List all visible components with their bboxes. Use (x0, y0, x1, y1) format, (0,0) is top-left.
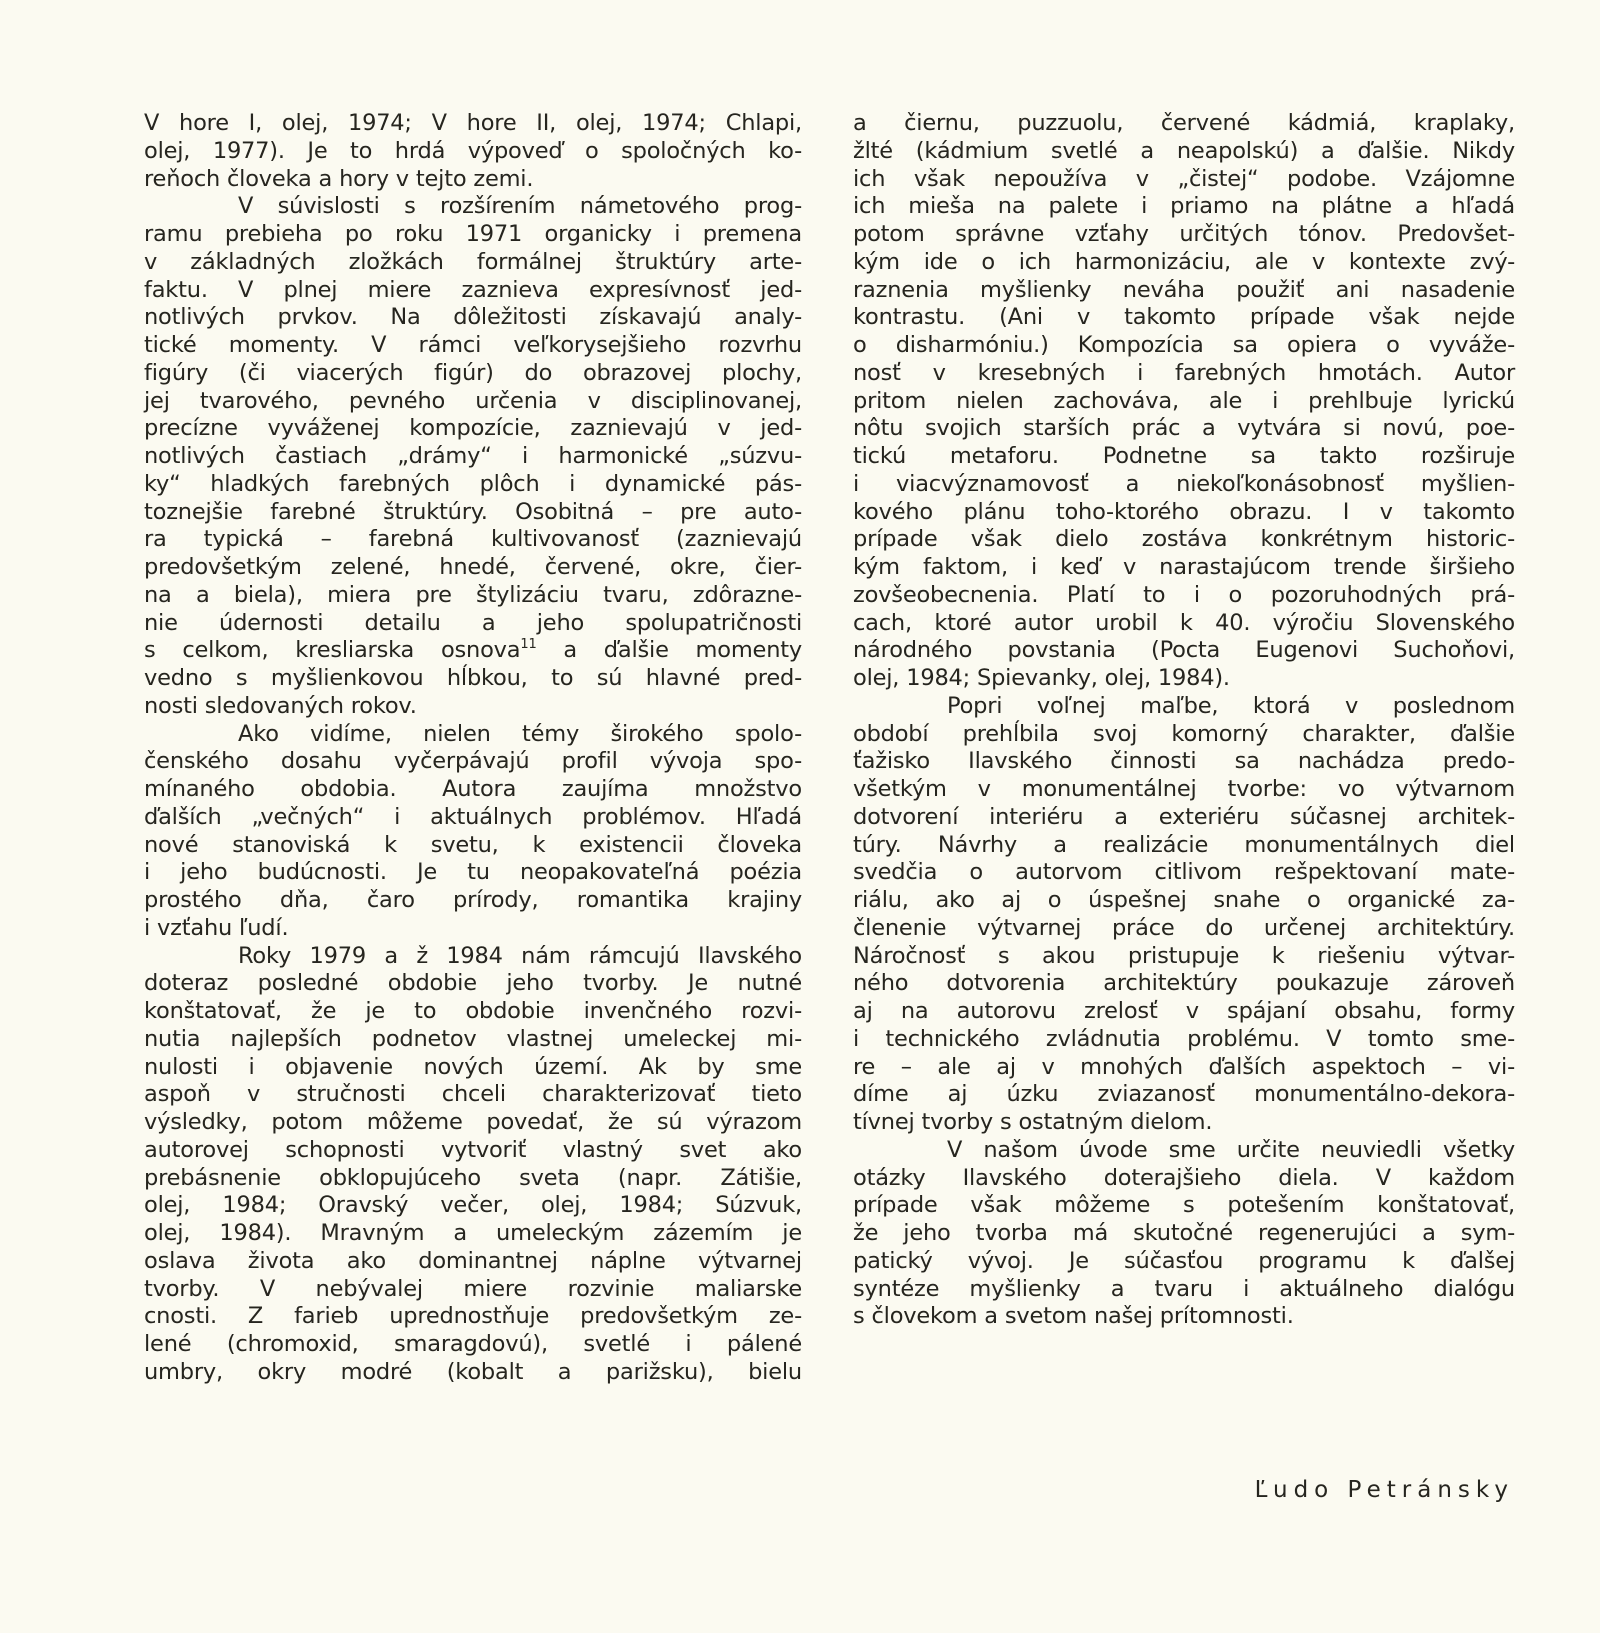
line-text: ďalších „večných“ i aktuálnych problémov. Hľadá (144, 803, 802, 830)
text-line (144, 526, 802, 554)
text-line (853, 526, 1515, 554)
line-text: tvorby. V nebývalej miere rozvinie maliarske (144, 1275, 802, 1302)
line-text: umbry, okry modré (kobalt a parižsku), bielu (144, 1358, 802, 1385)
line-text: nosti sledovaných rokov. (144, 692, 417, 719)
line-text: kým faktom, i keď v narastajúcom trende širšieho (853, 554, 1515, 580)
line-text: cnosti. Z farieb uprednostňuje predovšetkým ze- (144, 1303, 802, 1330)
text-line (853, 360, 1515, 388)
text-line (853, 582, 1515, 610)
line-text: olej, 1984). Mravným a umeleckým zázemím je (144, 1220, 802, 1246)
line-text: čenského dosahu vyčerpávajú profil vývoja spo- (144, 748, 802, 775)
line-text: všetkým v monumentálnej tvorbe: vo výtvarnom (853, 776, 1515, 802)
line-text: nové stanoviská k svetu, k existencii človeka (144, 831, 802, 858)
text-line (144, 166, 802, 194)
line-text: olej, 1984; Spievanky, olej, 1984). (853, 665, 1230, 691)
text-line (853, 1054, 1515, 1082)
line-text: predovšetkým zelené, hnedé, červené, okre, čier- (144, 554, 802, 580)
text-line (144, 804, 802, 832)
line-text: národného povstania (Pocta Eugenovi Suchoňovi, (853, 637, 1515, 664)
line-text: autorovej schopnosti vytvoriť vlastný svet ako (144, 1136, 802, 1163)
text-line (144, 304, 802, 332)
line-text: syntéze myšlienky a tvaru i aktuálneho dialógu (853, 1275, 1515, 1302)
line-text: jej tvarového, pevného určenia v disciplinovanej, (144, 387, 802, 414)
line-text: tické momenty. V rámci veľkorysejšieho rozvrhu (144, 332, 802, 358)
line-text: mínaného obdobia. Autora zaujíma množstvo (144, 776, 802, 802)
line-text: otázky Ilavského doterajšieho diela. V každom (853, 1164, 1515, 1191)
text-line (144, 748, 802, 776)
line-text: ra typická – farebná kultivovanosť (zaznievajú (144, 526, 802, 553)
line-text: prebásnenie obklopujúceho sveta (napr. Zátišie, (144, 1164, 802, 1191)
line-text: V hore I, olej, 1974; V hore II, olej, 1974; Chlapi, (144, 110, 802, 136)
text-line (144, 859, 802, 887)
line-text: kontrastu. (Ani v takomto prípade však nejde (853, 304, 1515, 331)
line-text: nie údernosti detailu a jeho spolupatričnosti (144, 609, 802, 636)
line-text: ťažisko Ilavského činnosti sa nachádza predo- (853, 748, 1515, 775)
text-line (144, 1276, 802, 1304)
text-line (853, 499, 1515, 527)
text-line (144, 1137, 802, 1165)
line-text: zovšeobecnenia. Platí to i o pozoruhodných prá- (853, 581, 1515, 608)
author-signature: Ľudo Petránsky (1254, 1477, 1514, 1503)
line-text: ného dotvorenia architektúry poukazuje zároveň (853, 970, 1515, 997)
text-line (853, 138, 1515, 166)
line-text: s človekom a svetom našej prítomnosti. (853, 1303, 1294, 1330)
text-line (144, 637, 802, 665)
line-text: s celkom, kresliarska osnova (144, 637, 521, 664)
line-text: a čiernu, puzzuolu, červené kádmiá, kraplaky, (853, 110, 1515, 136)
text-line (144, 277, 802, 305)
text-line (144, 1359, 802, 1387)
line-text: figúry (či viacerých figúr) do obrazovej plochy, (144, 359, 802, 386)
text-line (853, 304, 1515, 332)
text-line (144, 665, 802, 693)
line-text: o disharmóniu.) Kompozícia sa opiera o vyváže- (853, 332, 1515, 358)
line-text: riálu, ako aj o úspešnej snahe o organické za- (853, 887, 1515, 913)
text-line (853, 110, 1515, 138)
text-line (853, 970, 1515, 998)
line-text: i vzťahu ľudí. (144, 914, 289, 941)
line-text: ich však nepoužíva v „čistej“ podobe. Vzájomne (853, 165, 1515, 192)
line-text: notlivých častiach „drámy“ i harmonické „súzvu- (144, 443, 802, 469)
text-line (853, 443, 1515, 471)
line-text: prostého dňa, čaro prírody, romantika krajiny (144, 887, 802, 913)
line-text: Náročnosť s akou pristupuje k riešeniu výtvar- (853, 942, 1515, 969)
line-text: tívnej tvorby s ostatným dielom. (853, 1109, 1213, 1135)
text-line (853, 249, 1515, 277)
line-text: toznejšie farebné štruktúry. Osobitná – pre auto- (144, 498, 802, 525)
line-text: nosť v kresebných i farebných hmotách. Autor (853, 359, 1515, 386)
line-text: díme aj úzku zviazanosť monumentálno-dekora- (853, 1081, 1515, 1108)
text-line (853, 776, 1515, 804)
line-text: vedno s myšlienkovou hĺbkou, to sú hlavné pred- (144, 665, 802, 691)
text-line (853, 665, 1515, 693)
text-line (144, 1026, 802, 1054)
line-text: pritom nielen zachováva, ale i prehlbuje lyrickú (853, 387, 1515, 414)
line-text: žlté (kádmium svetlé a neapolskú) a ďalšie. Nikdy (853, 137, 1515, 164)
text-line (144, 249, 802, 277)
line-text: faktu. V plnej miere zaznieva expresívnosť jed- (144, 276, 802, 303)
line-text: Ako vidíme, nielen témy širokého spolo- (238, 720, 802, 747)
footnote-marker: 11 (520, 637, 537, 653)
text-line (144, 1109, 802, 1137)
text-line (144, 471, 802, 499)
line-text: olej, 1977). Je to hrdá výpoveď o spoločných ko- (144, 137, 802, 164)
line-text: i jeho budúcnosti. Je tu neopakovateľná poézia (144, 859, 802, 886)
text-line (144, 1165, 802, 1193)
text-line (853, 915, 1515, 943)
line-text: lené (chromoxid, smaragdovú), svetlé i pálené (144, 1331, 802, 1357)
text-line (853, 1137, 1515, 1165)
line-text: i technického zvládnutia problému. V tomto sme- (853, 1025, 1515, 1052)
line-text: doteraz posledné obdobie jeho tvorby. Je nutné (144, 970, 802, 997)
text-line (853, 471, 1515, 499)
text-line (853, 1276, 1515, 1304)
text-line (144, 1081, 802, 1109)
text-line (144, 388, 802, 416)
text-line (853, 1026, 1515, 1054)
line-text: období prehĺbila svoj komorný charakter, ďalšie (853, 720, 1515, 747)
line-text: svedčia o autorvom citlivom rešpektovaní mate- (853, 859, 1515, 886)
text-line (144, 1054, 802, 1082)
text-line (144, 887, 802, 915)
line-text: v základných zložkách formálnej štruktúry arte- (144, 248, 802, 275)
text-line (853, 388, 1515, 416)
line-text: Roky 1979 a ž 1984 nám rámcujú Ilavského (238, 942, 802, 969)
text-line (144, 1331, 802, 1359)
text-line (853, 804, 1515, 832)
text-line (853, 415, 1515, 443)
text-line (144, 943, 802, 971)
text-line (853, 1192, 1515, 1220)
line-text: olej, 1984; Oravský večer, olej, 1984; Súzvuk, (144, 1192, 802, 1219)
text-line (144, 832, 802, 860)
line-text: ich mieša na palete i priamo na plátne a hľadá (853, 193, 1515, 220)
text-line (853, 887, 1515, 915)
line-text: nutia najlepších podnetov vlastnej umeleckej mi- (144, 1025, 802, 1052)
text-line (853, 221, 1515, 249)
line-text: V súvislosti s rozšírením námetového prog- (238, 193, 802, 220)
text-line (853, 721, 1515, 749)
text-line (853, 332, 1515, 360)
text-line (853, 193, 1515, 221)
text-line (853, 1109, 1515, 1137)
text-line (853, 554, 1515, 582)
line-text: patický vývoj. Je súčasťou programu k ďalšej (853, 1247, 1515, 1274)
line-text: že jeho tvorba má skutočné regenerujúci a sym- (853, 1220, 1515, 1246)
line-text: notlivých prvkov. Na dôležitosti získavajú analy- (144, 304, 802, 331)
line-text: kým ide o ich harmonizáciu, ale v kontexte zvý- (853, 248, 1515, 275)
text-line (144, 221, 802, 249)
text-line (144, 332, 802, 360)
text-line (144, 1303, 802, 1331)
line-text: ky“ hladkých farebných plôch i dynamické pás- (144, 470, 802, 497)
line-text: raznenia myšlienky neváha použiť ani nasadenie (853, 276, 1515, 303)
text-line (144, 998, 802, 1026)
text-line (853, 1165, 1515, 1193)
line-text: precízne vyváženej kompozície, zaznievajú v jed- (144, 415, 802, 442)
line-text: konštatovať, že je to obdobie invenčného rozvi- (144, 998, 802, 1024)
line-text: tickú metaforu. Podnetne sa takto rozširuje (853, 443, 1515, 469)
text-line (853, 943, 1515, 971)
left-text-column (144, 110, 802, 1387)
line-text: reňoch človeka a hory v tejto zemi. (144, 165, 534, 192)
text-line (853, 1248, 1515, 1276)
text-line (144, 110, 802, 138)
text-line (853, 998, 1515, 1026)
line-text: nôtu svojich starších prác a vytvára si novú, poe- (853, 415, 1515, 442)
line-text: re – ale aj v mnohých ďalších aspektoch – vi- (853, 1053, 1515, 1080)
line-text: prípade však dielo zostáva konkrétnym historic- (853, 526, 1515, 553)
line-text: túry. Návrhy a realizácie monumentálnych diel (853, 831, 1515, 858)
text-line (144, 138, 802, 166)
line-text: výsledky, potom môžeme povedať, že sú výrazom (144, 1109, 802, 1135)
text-line (144, 554, 802, 582)
line-text: aspoň v stručnosti chceli charakterizovať tieto (144, 1081, 802, 1108)
line-text: na a biela), miera pre štylizáciu tvaru, zdôrazne- (144, 581, 802, 608)
line-text: prípade však môžeme s potešením konštatovať, (853, 1192, 1515, 1219)
text-line (144, 443, 802, 471)
line-text: ramu prebieha po roku 1971 organicky i premena (144, 221, 802, 247)
line-text-continued: a ďalšie momenty (536, 637, 802, 664)
text-line (853, 748, 1515, 776)
text-line (144, 193, 802, 221)
line-text: aj na autorovu zrelosť v spájaní obsahu, formy (853, 998, 1515, 1024)
line-text: oslava života ako dominantnej náplne výtvarnej (144, 1247, 802, 1274)
line-text: kového plánu toho-ktorého obrazu. I v takomto (853, 498, 1515, 525)
text-line (853, 637, 1515, 665)
text-line (144, 721, 802, 749)
line-text: Popri voľnej maľbe, ktorá v poslednom (947, 692, 1515, 719)
text-line (853, 277, 1515, 305)
text-line (144, 1220, 802, 1248)
text-line (144, 610, 802, 638)
line-text: cach, ktoré autor urobil k 40. výročiu Slovenského (853, 609, 1515, 636)
text-line (853, 610, 1515, 638)
text-line (853, 832, 1515, 860)
line-text: V našom úvode sme určite neuviedli všetky (947, 1136, 1515, 1163)
text-line (144, 499, 802, 527)
text-line (144, 360, 802, 388)
text-line (853, 1081, 1515, 1109)
right-text-column (853, 110, 1515, 1331)
text-line (144, 1248, 802, 1276)
text-line (853, 1220, 1515, 1248)
line-text: nulosti i objavenie nových území. Ak by sme (144, 1053, 802, 1080)
line-text: potom správne vzťahy určitých tónov. Predovšet- (853, 221, 1515, 247)
text-line (853, 859, 1515, 887)
line-text: členenie výtvarnej práce do určenej architektúry. (853, 914, 1515, 941)
text-line (144, 776, 802, 804)
text-line (144, 915, 802, 943)
text-line (853, 166, 1515, 194)
text-line (853, 1303, 1515, 1331)
text-line (144, 1192, 802, 1220)
text-line (144, 582, 802, 610)
line-text: i viacvýznamovosť a niekoľkonásobnosť myšlien- (853, 470, 1515, 497)
text-line (144, 970, 802, 998)
line-text: dotvorení interiéru a exteriéru súčasnej architek- (853, 803, 1515, 830)
text-line (853, 693, 1515, 721)
text-line (144, 693, 802, 721)
text-line (144, 415, 802, 443)
